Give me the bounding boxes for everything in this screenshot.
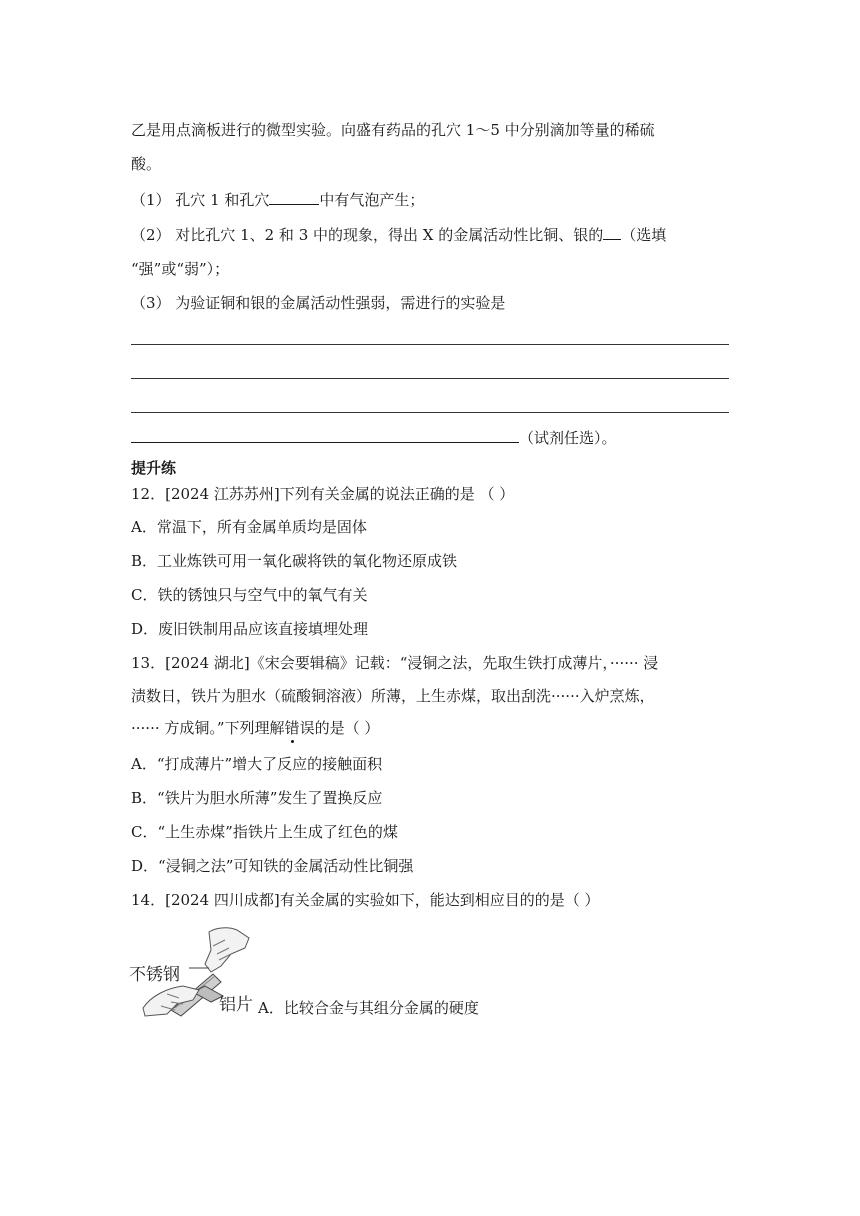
answer-blank-4[interactable]	[131, 428, 519, 443]
q12-option-a: A．常温下，所有金属单质均是固体	[131, 518, 367, 536]
answer-line-1[interactable]	[131, 344, 729, 345]
intro-line-1: 乙是用点滴板进行的微型实验。向盛有药品的孔穴 1～5 中分别滴加等量的稀硫	[131, 121, 655, 139]
figure-label-aluminum: 铝片	[219, 995, 253, 1015]
answer-blank-2[interactable]	[603, 225, 621, 240]
scratch-test-figure	[131, 924, 261, 1024]
q11-part-1-text-b: 中有气泡产生；	[319, 191, 425, 209]
q11-part-1	[131, 190, 424, 210]
q11-part-2-line-2: “强”或“弱”）；	[131, 260, 230, 278]
q13-option-c: C．“上生赤煤”指铁片上生成了红色的煤	[131, 823, 398, 841]
q11-part-2-text-a: （2） 对比孔穴 1、2 和 3 中的现象，得出 X 的金属活动性比铜、银的	[131, 226, 604, 244]
figure-label-stainless-steel: 不锈钢	[129, 965, 180, 985]
q13-line-3	[131, 718, 379, 738]
emphasis-dot-char: 错	[284, 719, 300, 737]
q13-line-3-text-a: ······ 方成铜。”下列理解	[131, 719, 285, 737]
q13-line-3-text-b: 误的是（ ）	[299, 719, 380, 737]
answer-line-4	[131, 428, 617, 448]
q12-option-b: B．工业炼铁可用一氧化碳将铁的氧化物还原成铁	[131, 552, 458, 570]
q13-option-b: B．“铁片为胆水所薄”发生了置换反应	[131, 789, 383, 807]
section-title: 提升练	[131, 459, 177, 477]
q14-stem: 14．[2024 四川成都]有关金属的实验如下，能达到相应目的的是（ ）	[131, 891, 600, 909]
answer-line-3[interactable]	[131, 412, 729, 413]
q14-option-a: A．比较合金与其组分金属的硬度	[258, 999, 479, 1017]
q11-part-3-end: （试剂任选）。	[519, 429, 617, 447]
q12-stem: 12．[2024 江苏苏州]下列有关金属的说法正确的是 （ ）	[131, 485, 515, 503]
q13-line-1: 13．[2024 湖北]《宋会要辑稿》记载：“浸铜之法，先取生铁打成薄片，······ 浸	[131, 654, 659, 672]
intro-line-2: 酸。	[131, 155, 162, 173]
answer-blank-1[interactable]	[269, 190, 319, 205]
q12-option-d: D．废旧铁制用品应该直接填埋处理	[131, 620, 369, 638]
q11-part-2	[131, 225, 666, 245]
q11-part-1-text-a: （1） 孔穴 1 和孔穴	[131, 191, 270, 209]
answer-line-2[interactable]	[131, 378, 729, 379]
q13-option-a: A．“打成薄片”增大了反应的接触面积	[131, 755, 383, 773]
q12-option-c: C．铁的锈蚀只与空气中的氧气有关	[131, 586, 368, 604]
q13-line-2: 渍数日，铁片为胆水（硫酸铜溶液）所薄，上生赤煤，取出刮洗······入炉烹炼，	[131, 687, 655, 705]
q13-option-d: D．“浸铜之法”可知铁的金属活动性比铜强	[131, 857, 414, 875]
q11-part-2-text-b: （选填	[621, 226, 667, 244]
q11-part-3: （3） 为验证铜和银的金属活动性强弱，需进行的实验是	[131, 294, 506, 312]
